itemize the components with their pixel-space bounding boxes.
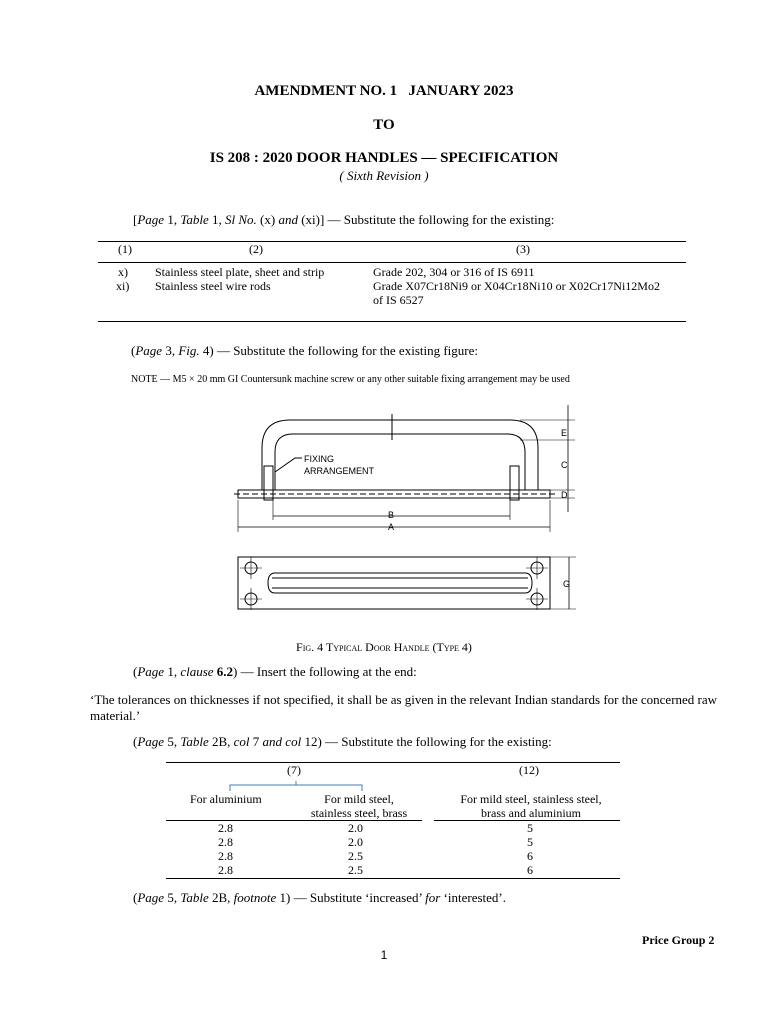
left-fixing-post [264,466,273,500]
table1-row2-sl: xi) [116,279,130,293]
amend1-slno-label: Sl No. [224,212,257,227]
amend5-table-no: 2B, [208,890,234,905]
amend3-instruction: (Page 1, clause 6.2) — Insert the following at the end: [133,664,417,679]
amend2-page-no: 3, [162,343,179,358]
table2-r2-c2: 2.0 [348,835,363,849]
price-group: Price Group 2 [642,933,715,947]
amend4-page-no: 5, [164,734,181,749]
table2-r2-c1: 2.8 [218,835,233,849]
table2-top-rule [166,762,620,763]
amend5-footnote-label: footnote [233,890,277,905]
table1-header-3: (3) [516,242,530,256]
table1-row1-item: Stainless steel plate, sheet and strip [155,265,325,279]
amend2-instruction: (Page 3, Fig. 4) — Substitute the following for the existing figure: [131,343,479,358]
table2-r1-c1: 2.8 [218,821,233,835]
amend2-fig-no: 4) — Substitute the following for the existing figure: [199,343,479,358]
dim-label-g: G [563,579,571,589]
amend3-page-no: 1, [164,664,181,679]
table2-sub-all: For mild steel, stainless steel, brass and aluminium [460,792,602,820]
table1-row1-sl: x) [118,265,128,279]
table1-header-1: (1) [118,242,132,256]
figure-caption: Fig. 4 Typical Door Handle (Type 4) [296,640,472,654]
table1-header-rule [98,262,686,263]
standard-title: IS 208 : 2020 DOOR HANDLES — SPECIFICATION [209,150,559,166]
table1-header-2: (2) [249,242,263,256]
revision-line: ( Sixth Revision ) [339,168,429,183]
to-line: TO [373,117,395,133]
amend4-and-col: and col [262,734,302,749]
amendment-date: JANUARY 2023 [408,83,514,99]
table2-r1-c3: 5 [527,821,533,835]
amend5-rest: 1) — Substitute ‘increased’ [276,890,426,905]
table2-r2-c3: 5 [527,835,533,849]
amend3-page-label: Page [137,664,165,679]
table2-r4-c2: 2.5 [348,863,363,877]
amend4-table-no: 2B, [208,734,234,749]
table2-r4-c1: 2.8 [218,863,233,877]
amend3-rest: ) — Insert the following at the end: [233,664,417,679]
dim-label-c: C [561,460,568,470]
amend4-page-label: Page [137,734,165,749]
right-fixing-post [510,466,519,500]
amend5-page-no: 5, [164,890,181,905]
base-plate-plan [238,557,550,609]
table1-bottom-rule [98,321,686,322]
table2-sub-rule-left [166,820,422,821]
fixing-label-1: FIXING [304,454,335,464]
table2-sub-aluminium: For aluminium [190,792,262,806]
amend3-clause-no: 6.2 [216,664,234,679]
amend1-instruction: [Page 1, Table 1, Sl No. (x) and (xi)] — Substitute the following for the existing: [133,212,555,227]
amend1-xi: (xi)] — Substitute the following for the existing: [297,212,555,227]
amend1-table-no: 1, [208,212,225,227]
fixing-leader [275,458,302,472]
amend5-page-label: Page [137,890,165,905]
handle-plan-outline [268,573,532,593]
amend5-rest2: ‘interested’. [440,890,506,905]
page-number: 1 [380,948,388,962]
dim-label-d: D [561,490,568,500]
table2-r3-c1: 2.8 [218,849,233,863]
amend4-col-label: col [233,734,250,749]
table2-bottom-rule [166,878,620,879]
amend1-page-label: Page [137,212,165,227]
dim-label-b: B [388,510,395,520]
table2-r1-c2: 2.0 [348,821,363,835]
table2-sub-mild-steel: For mild steel, stainless steel, brass [310,792,408,820]
amend4-table-label: Table [180,734,209,749]
table2-r3-c2: 2.5 [348,849,363,863]
amend4-instruction: (Page 5, Table 2B, col 7 and col 12) — Substitute the following for the existing: [133,734,552,749]
table1-row2-spec-cont: of IS 6527 [373,293,424,307]
amendment-title [0,83,768,100]
amend2-fig-label: Fig. [178,343,200,358]
amend3-clause-label: clause [180,664,214,679]
table1-row1-spec: Grade 202, 304 or 316 of IS 6911 [373,265,535,279]
amend4-col2: 12) — Substitute the following for the existing: [301,734,552,749]
table2-group-12: (12) [519,763,539,777]
table1-row2-spec: Grade X07Cr18Ni9 or X04Cr18Ni10 or X02Cr17Ni12Mo2 [373,279,660,293]
dim-label-a: A [388,522,395,532]
amend1-and: and [278,212,298,227]
amend1-table-label: Table [180,212,209,227]
fixing-label-2: ARRANGEMENT [304,466,375,476]
figure-note: NOTE — M5 × 20 mm GI Countersunk machine screw or any other suitable fixing arrangement may be used [131,374,570,385]
amend5-for: for [425,890,441,905]
dim-label-e: E [561,428,568,438]
table1-row2-item: Stainless steel wire rods [155,279,271,293]
table2-r4-c3: 6 [527,863,533,877]
amend3-body: ‘The tolerances on thicknesses if not specified, it shall be as given in the relevant Indian standards for the concerned raw material.’ [90,692,718,723]
amend1-page-no: 1, [164,212,181,227]
amend2-page-label: Page [135,343,163,358]
amend4-col-no: 7 [249,734,263,749]
amend5-instruction: (Page 5, Table 2B, footnote 1) — Substitute ‘increased’ for ‘interested’. [133,890,506,905]
table2-r3-c3: 6 [527,849,533,863]
door-handle-figure [220,400,580,615]
amend1-x: (x) [256,212,279,227]
amend5-table-label: Table [180,890,209,905]
table2-group-7: (7) [287,763,301,777]
amendment-number: AMENDMENT NO. 1 [254,83,398,99]
table1-top-rule [98,241,686,242]
